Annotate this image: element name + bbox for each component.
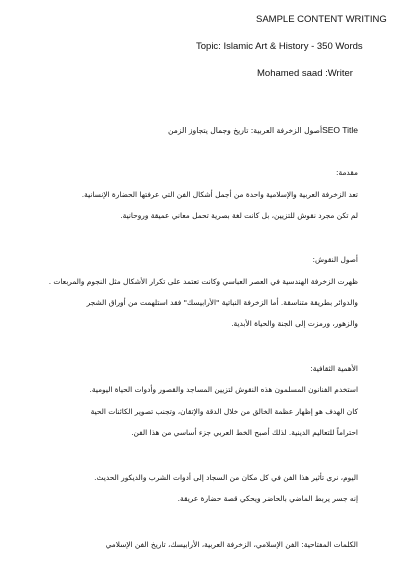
origins-heading: أصول النقوش: <box>312 255 358 264</box>
origins-paragraph-line: ظهرت الزخرفة الهندسية في العصر العباسي وكانت تعتمد على تكرار الأشكال مثل النجوم والمربعات . <box>48 277 358 286</box>
document-title: SAMPLE CONTENT WRITING <box>256 14 387 25</box>
writer-line: Mohamed saad :Writer <box>257 68 353 79</box>
seo-label: SEO Title <box>322 125 358 135</box>
intro-paragraph-line: تعد الزخرفة العربية والإسلامية واحدة من أجمل أشكال الفن التي عرفتها الحضارة الإنسانية. <box>81 190 358 199</box>
today-paragraph-line: اليوم، نرى تأثير هذا الفن في كل مكان من السجاد إلى أدوات الشرب والديكور الحديث. <box>94 473 358 482</box>
topic-line: Topic: Islamic Art & History - 350 Words <box>196 41 363 52</box>
origins-paragraph-line: والدوائر بطريقة متناسقة. أما الزخرفة النباتية "الأرابيسك" فقد استلهمت من أوراق الشجر <box>86 298 358 307</box>
intro-paragraph-line: لم تكن مجرد نقوش للتزيين، بل كانت لغة بصرية تحمل معاني عميقة وروحانية. <box>120 211 358 220</box>
culture-paragraph-line: احتراماً للتعاليم الدينية. لذلك أصبح الخط العربي جزء أساسي من هذا الفن. <box>131 428 358 437</box>
culture-paragraph-line: كان الهدف هو إظهار عظمة الخالق من خلال الدقة والإتقان، وتجنب تصوير الكائنات الحية <box>90 407 358 416</box>
culture-heading: الأهمية الثقافية: <box>310 364 358 373</box>
origins-paragraph-line: والزهور، ورمزت إلى الجنة والحياة الأبدية. <box>231 319 358 328</box>
seo-title-line <box>168 125 358 135</box>
keywords-line: الكلمات المفتاحية: الفن الإسلامي، الزخرفة العربية، الأرابيسك، تاريخ الفن الإسلامي <box>105 540 358 549</box>
culture-paragraph-line: استخدم الفنانون المسلمون هذه النقوش لتزيين المساجد والقصور وأدوات الحياة اليومية. <box>89 385 358 394</box>
intro-heading: مقدمة: <box>336 168 358 177</box>
today-paragraph-line: إنه جسر يربط الماضي بالحاضر ويحكي قصة حضارة عريقة. <box>177 494 358 503</box>
seo-title-text: أصول الزخرفة العربية: تاريخ وجمال يتجاوز الزمن <box>167 126 323 135</box>
